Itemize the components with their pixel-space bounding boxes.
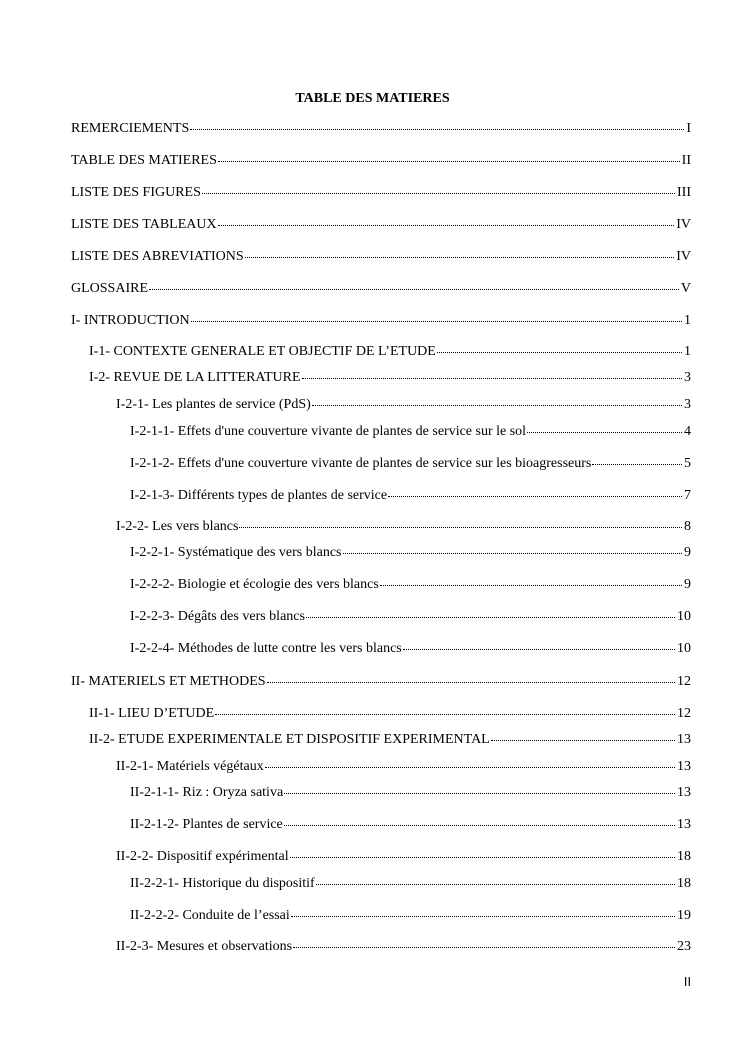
toc-entry-label: II-2-1-2- Plantes de service xyxy=(130,817,283,832)
toc-entry[interactable] xyxy=(130,485,691,505)
toc-entry-label: I-2-2-3- Dégâts des vers blancs xyxy=(130,609,305,624)
toc-entry-label: I- INTRODUCTION xyxy=(71,313,190,328)
toc-entry[interactable] xyxy=(89,367,691,387)
toc-dot-leader xyxy=(291,905,675,919)
toc-entry-page: 13 xyxy=(677,732,691,747)
toc-entry-label: LISTE DES TABLEAUX xyxy=(71,217,217,232)
toc-entry[interactable] xyxy=(130,453,691,473)
toc-entry[interactable] xyxy=(71,310,691,330)
toc-dot-leader xyxy=(293,936,675,950)
toc-dot-leader xyxy=(316,873,675,887)
toc-entry[interactable] xyxy=(71,246,691,266)
toc-entry-label: I-2- REVUE DE LA LITTERATURE xyxy=(89,370,301,385)
toc-dot-leader xyxy=(592,453,682,467)
toc-entry[interactable] xyxy=(130,814,691,834)
toc-entry[interactable] xyxy=(89,729,691,749)
toc-entry-label: I-2-1-3- Différents types de plantes de service xyxy=(130,488,388,503)
toc-entry-label: II-2-2- Dispositif expérimental xyxy=(116,849,289,864)
toc-entry[interactable] xyxy=(116,846,691,866)
toc-dot-leader xyxy=(491,729,675,743)
toc-dot-leader xyxy=(191,310,682,324)
toc-entry-page: 9 xyxy=(684,545,691,560)
toc-entry[interactable] xyxy=(130,638,691,658)
toc-entry-label: I-2-1-2- Effets d'une couverture vivante de plantes de service sur les bioagresseurs xyxy=(130,456,592,471)
toc-entry[interactable] xyxy=(89,341,691,361)
toc-entry-label: LISTE DES FIGURES xyxy=(71,185,201,200)
toc-entry-label: II-2-3- Mesures et observations xyxy=(116,939,293,954)
toc-dot-leader xyxy=(202,182,675,196)
toc-entry-page: 19 xyxy=(677,908,691,923)
toc-entry-label: I-2-1-1- Effets d'une couverture vivante de plantes de service sur le sol xyxy=(130,424,527,439)
toc-entry[interactable] xyxy=(71,671,691,691)
toc-entry[interactable] xyxy=(130,905,691,925)
toc-dot-leader xyxy=(215,703,675,717)
toc-entry-page: 4 xyxy=(684,424,691,439)
toc-dot-leader xyxy=(388,485,682,499)
toc-entry-page: 3 xyxy=(684,397,691,412)
toc-entry[interactable] xyxy=(116,936,691,956)
toc-entry[interactable] xyxy=(130,574,691,594)
toc-dot-leader xyxy=(284,782,675,796)
toc-entry-label: II- MATERIELS ET METHODES xyxy=(71,674,266,689)
toc-dot-leader xyxy=(437,341,682,355)
toc-entry-label: I-2-2-2- Biologie et écologie des vers blancs xyxy=(130,577,379,592)
toc-entry-page: 18 xyxy=(677,849,691,864)
toc-entry-page: 3 xyxy=(684,370,691,385)
toc-entry[interactable] xyxy=(130,873,691,893)
toc-entry[interactable] xyxy=(71,118,691,138)
toc-entry-label: I-2-2-1- Systématique des vers blancs xyxy=(130,545,342,560)
toc-entry-page: 12 xyxy=(677,706,691,721)
toc-dot-leader xyxy=(218,150,680,164)
toc-entry-page: V xyxy=(680,281,691,296)
toc-dot-leader xyxy=(265,756,675,770)
toc-entry-page: IV xyxy=(676,249,691,264)
toc-entry-label: I-1- CONTEXTE GENERALE ET OBJECTIF DE L’ETUDE xyxy=(89,344,436,359)
toc-dot-leader xyxy=(527,421,682,435)
toc-entry-page: 1 xyxy=(684,313,691,328)
toc-dot-leader xyxy=(290,846,675,860)
footer-page-number: II xyxy=(683,975,691,989)
toc-entry[interactable] xyxy=(71,150,691,170)
toc-entry-label: II-2- ETUDE EXPERIMENTALE ET DISPOSITIF EXPERIMENTAL xyxy=(89,732,490,747)
toc-entry-label: II-1- LIEU D’ETUDE xyxy=(89,706,215,721)
toc-dot-leader xyxy=(239,516,682,530)
toc-entry-page: IV xyxy=(676,217,691,232)
toc-dot-leader xyxy=(218,214,675,228)
toc-entry-label: LISTE DES ABREVIATIONS xyxy=(71,249,244,264)
toc-entry-page: 5 xyxy=(684,456,691,471)
toc-entry-page: 23 xyxy=(677,939,691,954)
toc-entry-page: 1 xyxy=(684,344,691,359)
toc-entry-page: 13 xyxy=(677,785,691,800)
toc-dot-leader xyxy=(267,671,675,685)
toc-entry[interactable] xyxy=(116,756,691,776)
toc-entry-page: 9 xyxy=(684,577,691,592)
toc-dot-leader xyxy=(380,574,682,588)
toc-entry-page: 10 xyxy=(677,609,691,624)
toc-entry-label: II-2-2-2- Conduite de l’essai xyxy=(130,908,290,923)
toc-entry[interactable] xyxy=(130,782,691,802)
toc-entry-label: I-2-2-4- Méthodes de lutte contre les vers blancs xyxy=(130,641,402,656)
toc-entry-label: GLOSSAIRE xyxy=(71,281,149,296)
toc-entry-page: II xyxy=(681,153,691,168)
toc-entry-label: I-2-1- Les plantes de service (PdS) xyxy=(116,397,311,412)
toc-entry[interactable] xyxy=(71,214,691,234)
toc-entry-label: TABLE DES MATIERES xyxy=(71,153,217,168)
page-title: TABLE DES MATIERES xyxy=(295,91,450,106)
toc-entry[interactable] xyxy=(89,703,691,723)
toc-dot-leader xyxy=(245,246,675,260)
toc-dot-leader xyxy=(284,814,675,828)
toc-entry[interactable] xyxy=(130,542,691,562)
toc-dot-leader xyxy=(190,118,684,132)
toc-entry-page: III xyxy=(677,185,691,200)
toc-entry-label: II-2-2-1- Historique du dispositif xyxy=(130,876,315,891)
toc-entry-page: 13 xyxy=(677,817,691,832)
toc-entry[interactable] xyxy=(130,606,691,626)
toc-entry[interactable] xyxy=(116,394,691,414)
toc-entry-page: 12 xyxy=(677,674,691,689)
toc-dot-leader xyxy=(149,278,679,292)
toc-entry[interactable] xyxy=(71,278,691,298)
toc-entry-label: II-2-1-1- Riz : Oryza sativa xyxy=(130,785,284,800)
toc-dot-leader xyxy=(302,367,682,381)
toc-entry-page: I xyxy=(686,121,691,136)
toc-dot-leader xyxy=(403,638,675,652)
toc-entry[interactable] xyxy=(71,182,691,202)
toc-entry-page: 7 xyxy=(684,488,691,503)
toc-dot-leader xyxy=(306,606,675,620)
toc-entry[interactable] xyxy=(130,421,691,441)
toc-entry-page: 10 xyxy=(677,641,691,656)
toc-entry-label: II-2-1- Matériels végétaux xyxy=(116,759,264,774)
toc-dot-leader xyxy=(343,542,683,556)
toc-entry[interactable] xyxy=(116,516,691,536)
toc-entry-page: 8 xyxy=(684,519,691,534)
toc-entry-page: 18 xyxy=(677,876,691,891)
toc-entry-page: 13 xyxy=(677,759,691,774)
toc-entry-label: REMERCIEMENTS xyxy=(71,121,190,136)
toc-entry-label: I-2-2- Les vers blancs xyxy=(116,519,239,534)
toc-dot-leader xyxy=(312,394,682,408)
